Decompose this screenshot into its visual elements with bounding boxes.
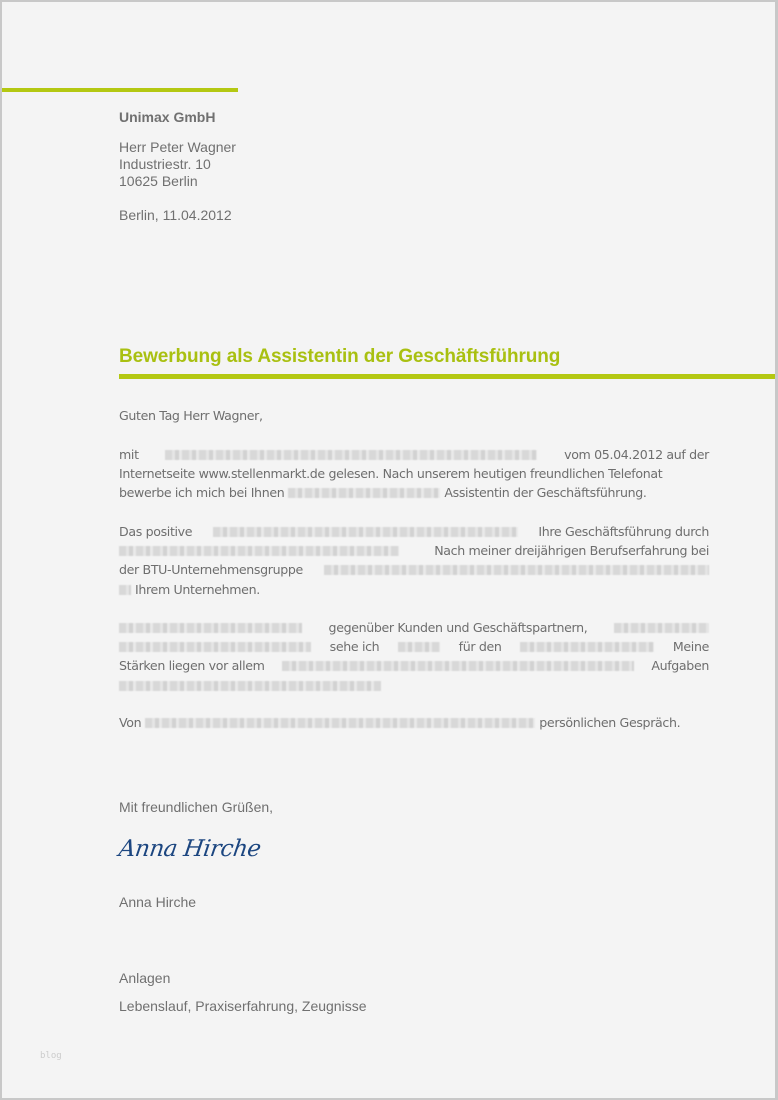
- p3-text: Stärken liegen vor allem: [119, 658, 265, 674]
- p2-text: Nach meiner dreijährigen Berufserfahrung bei: [434, 543, 709, 559]
- signer-name: Anna Hirche: [119, 894, 197, 910]
- watermark: blog: [40, 1051, 62, 1061]
- p1-text: bewerbe ich mich bei Ihnen: [119, 485, 285, 501]
- redacted-text: [614, 623, 709, 633]
- p2-text: Das positive: [119, 524, 193, 539]
- redacted-text: [288, 488, 440, 498]
- redacted-text: [282, 661, 634, 671]
- redacted-text: [119, 681, 381, 691]
- p2-text: Ihrem Unternehmen.: [135, 581, 260, 597]
- recipient-city: 10625 Berlin: [119, 173, 198, 189]
- recipient-name: Herr Peter Wagner: [119, 139, 236, 155]
- paragraph-2: [119, 522, 709, 599]
- accent-bar-title: [119, 374, 775, 379]
- redacted-text: [145, 718, 535, 728]
- p3-text: sehe ich: [329, 639, 380, 655]
- p1-text: mit: [119, 447, 139, 462]
- p2-text: der BTU-Unternehmensgruppe: [119, 562, 303, 578]
- handwritten-signature: Anna Hirche: [117, 836, 263, 862]
- p1-text: vom 05.04.2012 auf der: [564, 447, 709, 462]
- redacted-text: [119, 546, 399, 556]
- p3-text: für den: [458, 639, 502, 655]
- redacted-text: [324, 565, 709, 575]
- date-line: Berlin, 11.04.2012: [119, 207, 232, 223]
- salutation: [119, 406, 709, 425]
- p3-text: Aufgaben: [651, 658, 709, 674]
- closing: Mit freundlichen Grüßen,: [119, 799, 274, 815]
- p1-text: Internetseite www.stellenmarkt.de gelesen. Nach unserem heutigen freundlichen Telefonat: [119, 466, 663, 482]
- accent-bar-top: [2, 88, 238, 92]
- p3-text: Meine: [672, 639, 709, 655]
- redacted-text: [119, 585, 131, 595]
- recipient-company: Unimax GmbH: [119, 109, 216, 125]
- p1-text: Assistentin der Geschäftsführung.: [444, 485, 647, 501]
- paragraph-1: [119, 445, 709, 503]
- redacted-text: [119, 623, 302, 633]
- redacted-text: [398, 642, 440, 652]
- p4-text: persönlichen Gespräch.: [539, 715, 681, 730]
- letter-page: [2, 2, 775, 1098]
- p3-text: gegenüber Kunden und Geschäftspartnern,: [328, 620, 588, 635]
- paragraph-3: [119, 618, 709, 695]
- attachments-heading: Anlagen: [119, 970, 171, 986]
- attachments-list: Lebenslauf, Praxiserfahrung, Zeugnisse: [119, 998, 367, 1014]
- redacted-text: [165, 450, 537, 460]
- redacted-text: [119, 642, 311, 652]
- recipient-street: Industriestr. 10: [119, 156, 211, 172]
- p4-text: Von: [119, 715, 142, 730]
- paragraph-4: [119, 713, 709, 732]
- p2-text: Ihre Geschäftsführung durch: [538, 524, 709, 539]
- subject-heading: Bewerbung als Assistentin der Geschäftsführung: [119, 346, 561, 367]
- redacted-text: [213, 527, 518, 537]
- redacted-text: [520, 642, 654, 652]
- salutation-text: Guten Tag Herr Wagner,: [119, 408, 263, 423]
